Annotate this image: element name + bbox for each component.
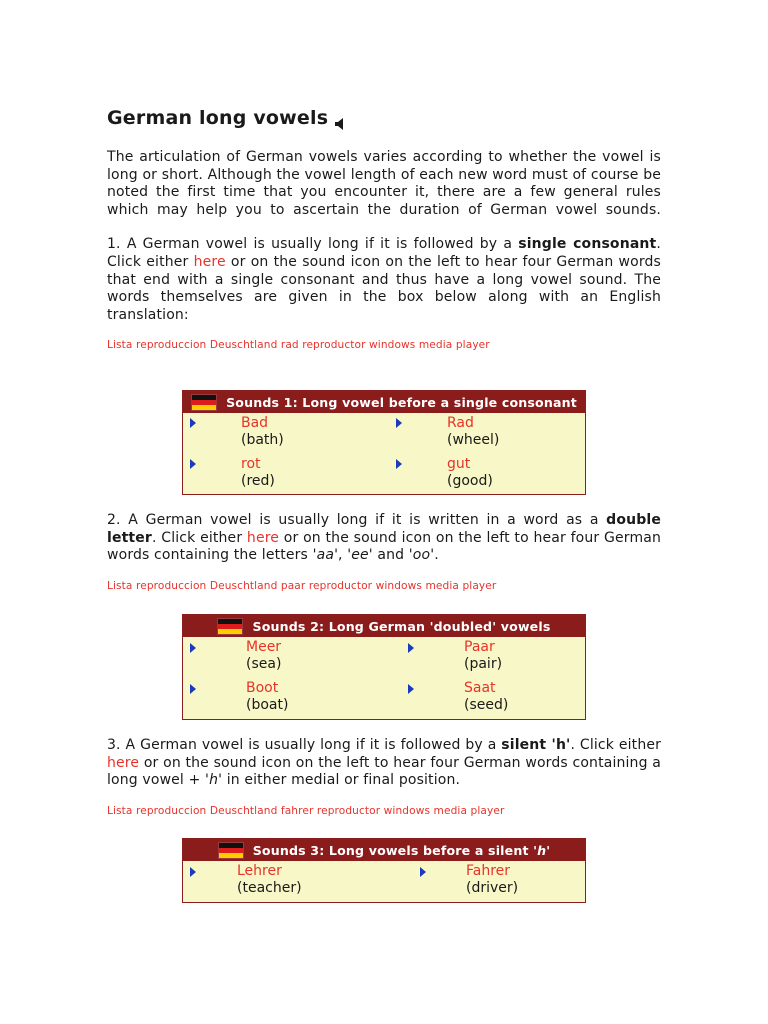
sounds-box-3-header: Sounds 3: Long vowels before a silent ' h ' [183, 839, 585, 861]
sounds-box-1-header: Sounds 1: Long vowel before a single consonant [183, 391, 585, 413]
speaker-icon[interactable] [335, 113, 345, 125]
word-link[interactable]: Rad [447, 415, 474, 431]
play-arrow-icon[interactable] [190, 684, 196, 694]
section-2-bold: double letter [107, 512, 661, 546]
word-cell: Lehrer (teacher) [237, 863, 302, 896]
playlist-link-3[interactable]: Lista reproduccion Deuschtland fahrer reproductor windows media player [107, 804, 505, 817]
section-1-paragraph: 1. A German vowel is usually long if it is followed by a single consonant. Click either here or on the sound icon on the left to hear four German words that end with a single consonant and thus have a long vowel sound. The words themselves are given in the box below along with an English translation: [107, 236, 661, 323]
playlist-link-2[interactable]: Lista reproduccion Deuschtland paar reproductor windows media player [107, 579, 497, 592]
word-cell: Boot (boat) [246, 680, 289, 713]
word-link[interactable]: Bad [241, 415, 269, 431]
word-cell: Paar (pair) [464, 639, 503, 672]
german-flag-icon [218, 842, 244, 859]
section-1-bold: single consonant [518, 236, 657, 253]
playlist-link-1[interactable]: Lista reproduccion Deuschtland rad reproductor windows media player [107, 339, 490, 352]
section-3 [107, 737, 661, 817]
word-link[interactable]: rot [241, 456, 261, 472]
german-flag-icon [191, 394, 217, 411]
sounds-box-1 [182, 390, 586, 495]
word-link[interactable]: Paar [464, 639, 495, 655]
word-cell: gut (good) [447, 456, 493, 489]
play-arrow-icon[interactable] [190, 459, 196, 469]
word-link[interactable]: Boot [246, 680, 279, 696]
word-link[interactable]: Fahrer [466, 863, 511, 879]
section-3-paragraph: 3. A German vowel is usually long if it is followed by a silent 'h'. Click either here or on the sound icon on the left to hear four German words containing a long vowel + 'h' in either medial or final position. [107, 737, 662, 789]
sounds-box-3 [182, 838, 586, 903]
play-arrow-icon[interactable] [420, 867, 426, 877]
sounds-box-2 [182, 614, 586, 720]
section-2-here-link[interactable]: here [246, 529, 280, 546]
word-link[interactable]: Meer [246, 639, 282, 655]
article [107, 104, 661, 351]
page-title: German long vowels [107, 104, 661, 132]
section-2-paragraph: 2. A German vowel is usually long if it is written in a word as a double letter. Click either here or on the sound icon on the left to hear four German words containing the letters 'aa', 'ee' and 'oo'. [107, 512, 661, 564]
section-2 [107, 512, 661, 592]
word-cell: Meer (sea) [246, 639, 282, 672]
german-flag-icon [217, 618, 243, 635]
word-cell: Fahrer (driver) [466, 863, 519, 896]
play-arrow-icon[interactable] [190, 867, 196, 877]
sounds-box-2-header: Sounds 2: Long German 'doubled' vowels [183, 615, 585, 637]
section-1-here-link[interactable]: here [193, 253, 226, 270]
section-3-here-link[interactable]: here [107, 754, 140, 771]
play-arrow-icon[interactable] [190, 418, 196, 428]
play-arrow-icon[interactable] [408, 643, 414, 653]
word-cell: Bad (bath) [241, 415, 284, 448]
play-arrow-icon[interactable] [396, 459, 402, 469]
word-cell: Saat (seed) [464, 680, 509, 713]
word-link[interactable]: Saat [464, 680, 496, 696]
word-cell: Rad (wheel) [447, 415, 500, 448]
play-arrow-icon[interactable] [396, 418, 402, 428]
word-link[interactable]: Lehrer [237, 863, 282, 879]
word-link[interactable]: gut [447, 456, 471, 472]
intro-paragraph: The articulation of German vowels varies according to whether the vowel is long or short. Although the vowel length of each new word must of course be noted the first time that you encounter it, there are a few general rules which may help you to ascertain the duration of German vowel sounds. [107, 149, 661, 218]
play-arrow-icon[interactable] [408, 684, 414, 694]
word-cell: rot (red) [241, 456, 275, 489]
section-3-bold: silent 'h' [501, 737, 571, 753]
play-arrow-icon[interactable] [190, 643, 196, 653]
